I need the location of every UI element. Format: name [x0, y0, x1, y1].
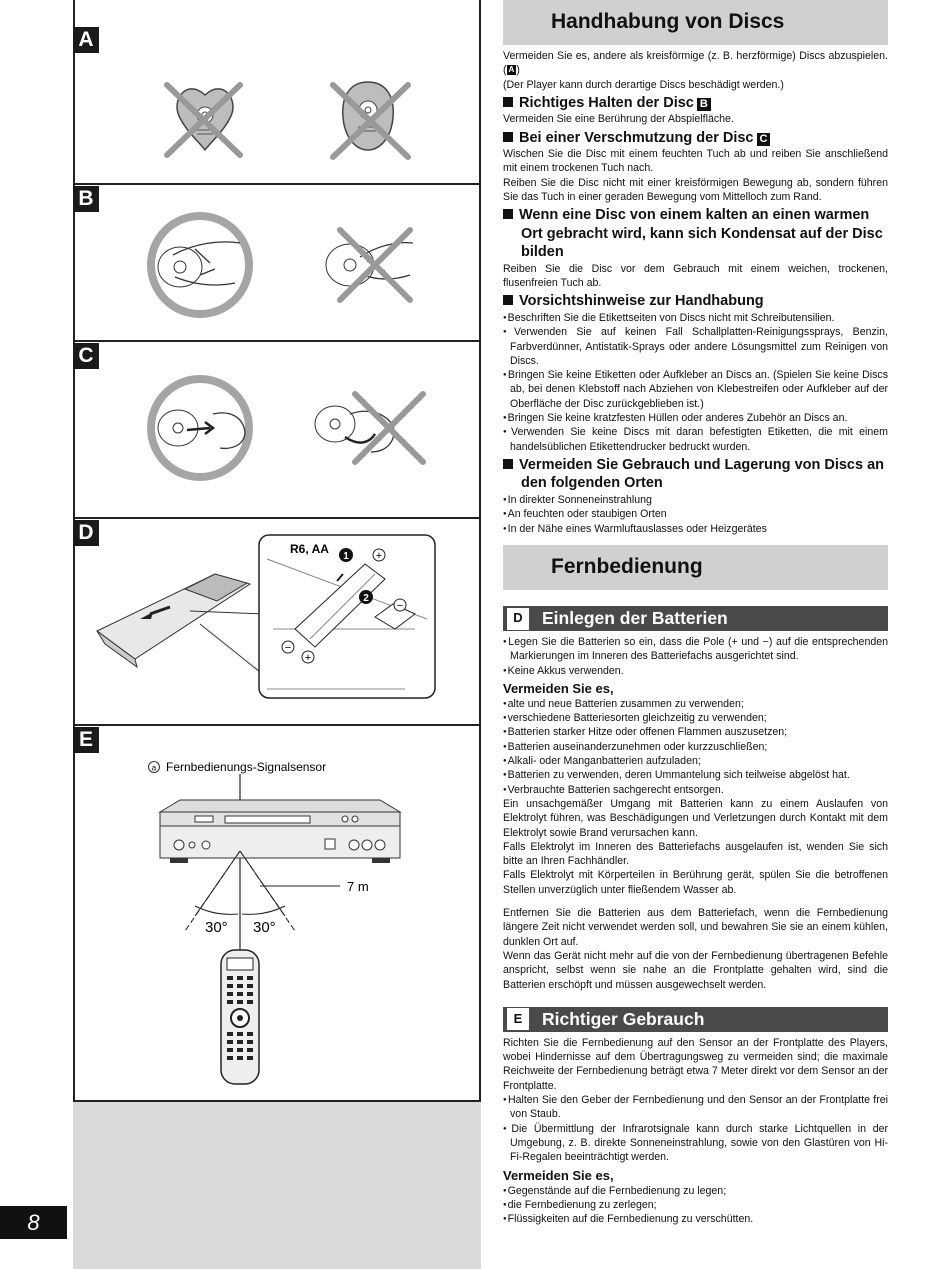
text-column: [503, 0, 888, 536]
handling-precautions-list: [503, 311, 888, 454]
list-item: ● die Fernbedienung zu zerlegen;: [503, 1198, 888, 1212]
battery-paragraph: Falls Elektrolyt im Inneren des Batteriefachs ausgelaufen ist, wenden Sie sich bitte an Ihren Fachhändler.: [503, 840, 888, 868]
discs-intro: Vermeiden Sie es, andere als kreisförmige (z. B. herzförmige) Discs abzuspielen. ( A ): [503, 50, 888, 77]
angle-left-label: 30°: [205, 919, 228, 936]
discs-intro-note: (Der Player kann durch derartige Discs beschädigt werden.): [503, 78, 784, 91]
list-item: ● verschiedene Batteriesorten gleichzeitig zu verwenden;: [503, 711, 888, 725]
list-item: ● Beschriften Sie die Etikettseiten von Discs nicht mit Schreibutensilien.: [503, 311, 888, 325]
range-distance-label: 7 m: [347, 879, 369, 894]
list-item: ● Verwenden Sie auf keinen Fall Schallplatten-Reinigungssprays, Benzin, Farbverdünner, Antistatik-Sprays oder andere Lösungsmittel zum Reinigen von Discs.: [503, 325, 888, 368]
figure-panel-c: [73, 342, 481, 519]
usage-paragraph: Richten Sie die Fernbedienung auf den Sensor an der Frontplatte des Players, wobei Hindernisse auf dem Übertragungsweg zu vermeiden sind; die maximale Reichweite der Fernbedienung beträgt etwa 7 Meter direkt vor dem Sensor an der Frontplatte.: [503, 1036, 888, 1092]
dirty-disc-text-2: Reiben Sie die Disc nicht mit einer kreisförmigen Bewegung ab, sondern führen Sie das Tuch in einer geraden Bewegung vom Mittelloch zum Rand.: [503, 176, 888, 204]
battery-avoid-list: [503, 697, 888, 797]
list-item: ● Legen Sie die Batterien so ein, dass die Pole (+ und −) auf die entsprechenden Markierungen im Inneren des Batteriefachs ausgerichtet sind.: [503, 635, 888, 664]
wiping-straight-icon: [158, 410, 245, 448]
figure-letter-b: B: [73, 186, 99, 212]
list-item: ● Die Übermittlung der Infrarotsignale kann durch starke Lichtquellen in der Umgebung, z. B. direkte Sonneneinstrahlung, sowie von den Glastüren von Hi-Fi-Regalen beeinträchtigt werden.: [503, 1122, 888, 1165]
sensor-label: Fernbedienungs-Signalsensor: [166, 760, 327, 774]
battery-instructions-list: [503, 635, 888, 678]
heading-avoid-remote: Vermeiden Sie es,: [503, 1167, 614, 1183]
svg-text:+: +: [375, 550, 383, 562]
list-item: ● In direkter Sonneneinstrahlung: [503, 493, 888, 507]
remote-control-icon: [221, 950, 259, 1084]
hand-holding-disc-edge-icon: [158, 242, 240, 287]
figure-letter-c: C: [73, 343, 99, 369]
figure-letter-e: E: [73, 727, 99, 753]
battery-paragraph: Wenn das Gerät nicht mehr auf die von der Fernbedienung übertragenen Befehle anspricht, selbst wenn sie nahe an die Frontplatte gehalten wird, sind die Batterien erschöpft und müssen ausgewechselt werden.: [503, 949, 888, 991]
list-item: ● Flüssigkeiten auf die Fernbedienung zu verschütten.: [503, 1212, 888, 1226]
figure-letter-a: A: [73, 27, 99, 53]
list-item: ● Batterien auseinanderzunehmen oder kurzzuschließen;: [503, 740, 888, 754]
svg-text:2: 2: [363, 593, 369, 604]
section-title-remote: Fernbedienung: [503, 545, 888, 590]
remote-usage-illustration: [75, 726, 479, 1100]
list-item: ● In der Nähe eines Warmluftauslasses oder Heizgerätes: [503, 522, 888, 536]
battery-type-label: R6, AA: [290, 542, 329, 556]
figure-ref-a: A: [508, 65, 515, 75]
list-item: ● Halten Sie den Geber der Fernbedienung und den Sensor an der Frontplatte frei von Staub.: [503, 1093, 888, 1122]
cleaning-disc-illustration: [75, 342, 479, 517]
svg-text:1: 1: [343, 551, 349, 562]
list-item: ● An feuchten oder staubigen Orten: [503, 507, 888, 521]
list-item: ● alte und neue Batterien zusammen zu verwenden;: [503, 697, 888, 711]
list-item: ● Bringen Sie keine kratzfesten Hüllen oder anderes Zubehör an Discs an.: [503, 411, 888, 425]
battery-insertion-illustration: [75, 519, 479, 724]
list-item: ● Batterien zu verwenden, deren Ummantelung sich teilweise abgelöst hat.: [503, 768, 888, 782]
figure-panel-d: [73, 519, 481, 726]
heading-condensation: Wenn eine Disc von einem kalten an einen warmen Ort gebracht wird, kann sich Kondensat auf der Disc bilden: [503, 206, 888, 262]
figure-panel-e: [73, 726, 481, 1102]
subsection-label-d: D: [507, 608, 529, 630]
dirty-disc-text-1: Wischen Sie die Disc mit einem feuchten Tuch ab und reiben Sie anschließend mit einem trockenen Tuch nach.: [503, 148, 888, 175]
svg-text:+: +: [304, 652, 312, 664]
list-item: ● Verbrauchte Batterien sachgerecht entsorgen.: [503, 783, 888, 797]
battery-paragraph: Entfernen Sie die Batterien aus dem Batteriefach, wenn die Fernbedienung längere Zeit nicht verwendet werden soll, und bewahren Sie sie an einem kühlen, dunklen Ort auf.: [503, 907, 888, 948]
svg-text:−: −: [396, 600, 404, 612]
battery-paragraph: Ein unsachgemäßer Umgang mit Batterien kann zu einem Auslaufen von Elektrolyt führen, was Beschädigungen und Verletzungen durch Kontakt mit dem Elektrolyt sowie Brand verursachen kann.: [503, 797, 888, 839]
remote-text-column: [503, 545, 888, 1226]
remote-avoid-list: [503, 1184, 888, 1227]
figure-panel-b: [73, 185, 481, 342]
list-item: ● Gegenstände auf die Fernbedienung zu legen;: [503, 1184, 888, 1198]
list-item: ● Verwenden Sie keine Discs mit daran befestigten Etiketten, die mit einem handelsüblichen Etikettendrucker bedruckt wurden.: [503, 425, 888, 454]
heading-storage-places: Vermeiden Sie Gebrauch und Lagerung von Discs an den folgenden Orten: [503, 456, 888, 493]
holding-disc-illustration: [75, 185, 479, 340]
remote-control-back-icon: [97, 574, 250, 667]
heading-dirty-disc: Bei einer Verschmutzung der Disc C: [503, 129, 888, 148]
figure-letter-d: D: [73, 520, 99, 546]
svg-text:−: −: [284, 642, 292, 654]
list-item: ● Alkali- oder Manganbatterien aufzuladen;: [503, 754, 888, 768]
subsection-header-usage: E Richtiger Gebrauch: [503, 1007, 888, 1032]
holding-disc-text: Vermeiden Sie eine Berührung der Abspielfläche.: [503, 113, 734, 126]
figure-ref-c: C: [757, 133, 771, 146]
battery-paragraph: Falls Elektrolyt mit Körperteilen in Berührung gerät, spülen Sie die betroffenen Stellen unverzüglich unter fließendem Wasser ab.: [503, 869, 888, 896]
list-item: ● Keine Akkus verwenden.: [503, 664, 888, 678]
heading-holding-disc: Richtiges Halten der Disc B: [503, 94, 888, 113]
subsection-header-batteries: D Einlegen der Batterien: [503, 606, 888, 631]
list-item: ● Bringen Sie keine Etiketten oder Aufkleber an Discs an. (Spielen Sie keine Discs ab, bei denen Klebstoff nach Abziehen von Klebestreifen oder Aufkleber auf der Oberfläche der Disc zurückgeblieben ist.): [503, 368, 888, 411]
angle-right-label: 30°: [253, 919, 276, 936]
svg-text:a: a: [151, 763, 157, 773]
hand-touching-surface-icon: [326, 243, 413, 286]
non-round-discs-illustration: [75, 0, 479, 183]
list-item: ● Batterien starker Hitze oder offenen Flammen auszusetzen;: [503, 725, 888, 739]
figure-panel-a: [73, 0, 481, 185]
subsection-label-e: E: [507, 1008, 529, 1030]
player-front-icon: [160, 800, 400, 863]
wiping-circular-icon: [315, 406, 394, 452]
figure-ref-b: B: [697, 98, 711, 111]
section-title-discs: Handhabung von Discs: [503, 0, 888, 45]
condensation-text: Reiben Sie die Disc vor dem Gebrauch mit einem weichen, trockenen, flusenfreien Tuch ab.: [503, 262, 888, 290]
heading-handling-precautions: Vorsichtshinweise zur Handhabung: [503, 292, 888, 311]
storage-places-list: [503, 493, 888, 536]
usage-list: [503, 1093, 888, 1164]
heading-avoid-batteries: Vermeiden Sie es,: [503, 680, 614, 696]
cross-icon: [355, 394, 423, 462]
page-number: 8: [0, 1206, 67, 1239]
